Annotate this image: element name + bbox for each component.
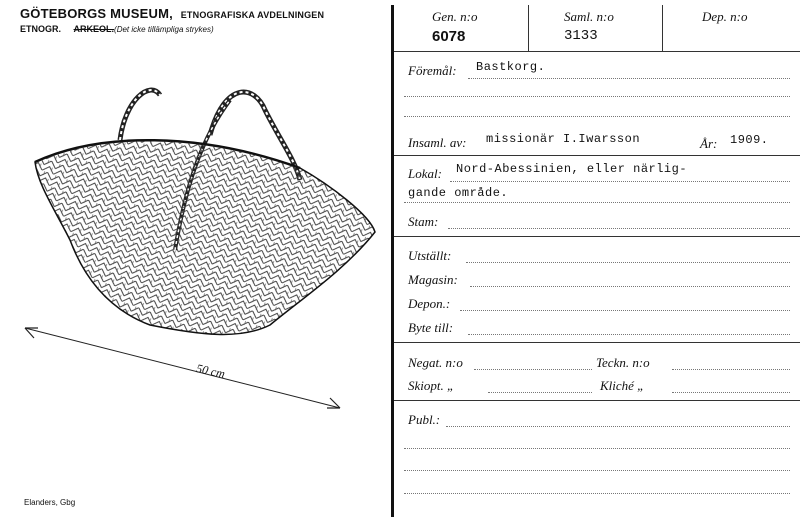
museum-name: GÖTEBORGS MUSEUM, xyxy=(20,6,173,21)
basket-drawing xyxy=(0,40,390,480)
arkeol-label: ARKEOL. xyxy=(73,24,115,34)
saml-label: Saml. n:o xyxy=(564,9,614,24)
lokal-value-2: gande område. xyxy=(408,186,509,200)
measure-line xyxy=(25,328,340,408)
gen-value: 6078 xyxy=(432,28,466,45)
negat-label: Negat. n:o xyxy=(408,355,463,370)
printer-footer: Elanders, Gbg xyxy=(24,498,76,507)
kliche-label: Kliché „ xyxy=(600,378,645,393)
measure-label: 50 cm xyxy=(194,361,227,381)
depon-label: Depon.: xyxy=(408,296,451,311)
museum-header xyxy=(20,6,324,21)
card-divider-2 xyxy=(662,5,663,51)
byte-label: Byte till: xyxy=(408,320,454,335)
teckn-label: Teckn. n:o xyxy=(596,355,650,370)
ar-value: 1909. xyxy=(730,133,769,147)
stam-label: Stam: xyxy=(408,214,439,229)
department-name: ETNOGRAFISKA AVDELNINGEN xyxy=(180,10,325,20)
category-line xyxy=(20,24,214,34)
gen-label: Gen. n:o xyxy=(432,9,478,24)
basket-body xyxy=(35,140,375,334)
insaml-value: missionär I.Iwarsson xyxy=(486,132,641,146)
card-left-border xyxy=(391,5,394,517)
etnogr-label: ETNOGR. xyxy=(20,24,62,34)
foremal-label: Föremål: xyxy=(408,63,457,78)
publ-label: Publ.: xyxy=(408,412,441,427)
insaml-label: Insaml. av: xyxy=(408,135,467,150)
card-divider-1 xyxy=(528,5,529,51)
skiopt-label: Skiopt. „ xyxy=(408,378,455,393)
magasin-label: Magasin: xyxy=(408,272,458,287)
ar-label: År: xyxy=(700,136,718,151)
card-header-line xyxy=(394,51,800,52)
strike-note: (Det icke tillämpliga strykes) xyxy=(114,25,214,34)
utstallt-label: Utställt: xyxy=(408,248,452,263)
saml-value: 3133 xyxy=(564,28,598,44)
dep-label: Dep. n:o xyxy=(702,9,748,24)
foremal-value: Bastkorg. xyxy=(476,60,546,74)
lokal-label: Lokal: xyxy=(408,166,442,181)
lokal-value-1: Nord-Abessinien, eller närlig- xyxy=(456,162,688,176)
